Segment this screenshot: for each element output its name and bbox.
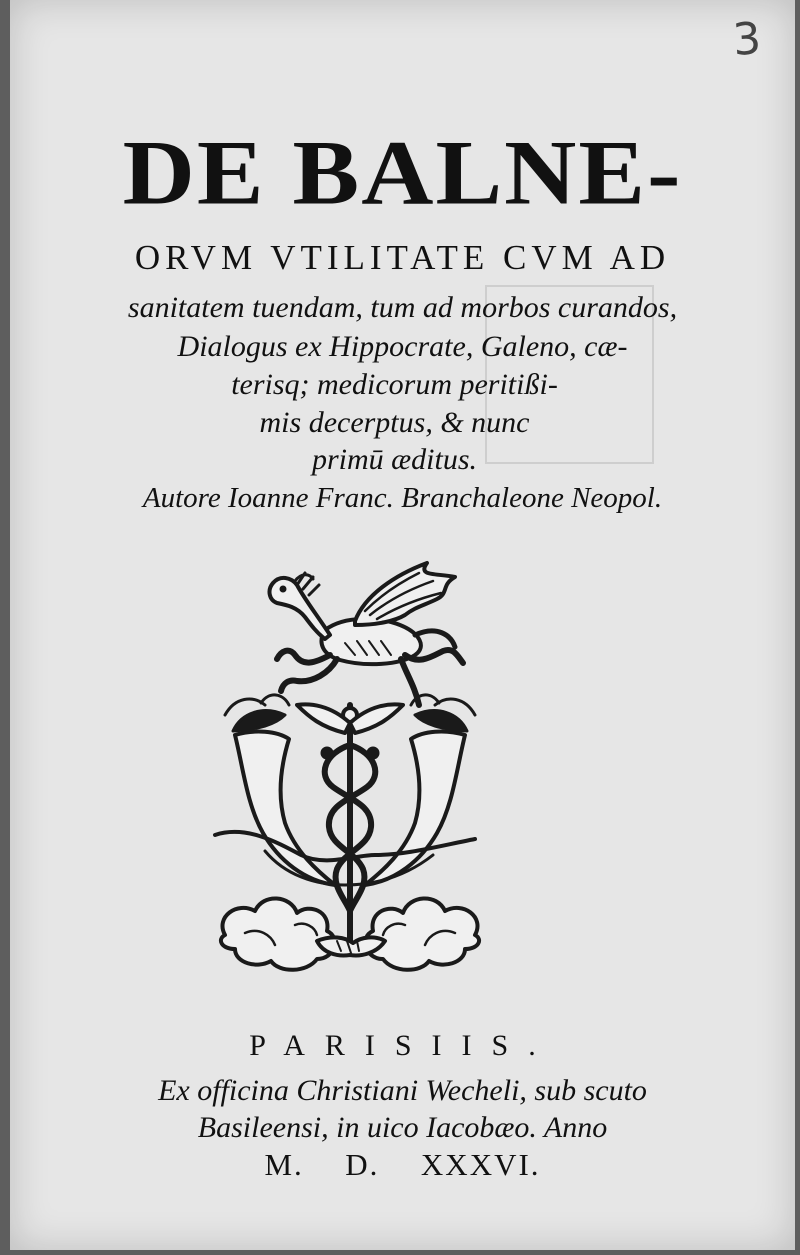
imprint-year-d: D.	[345, 1147, 380, 1182]
folio-number: 3	[731, 13, 763, 66]
imprint-year-rest: XXXVI.	[420, 1147, 541, 1182]
subtitle-line-4: mis decerptus, & nunc	[259, 406, 530, 439]
subtitle-line-1: sanitatem tuendam, tum ad morbos curandos,	[127, 291, 678, 324]
title-line-2: ORVM VTILITATE CVM AD	[134, 238, 671, 277]
author-line: Autore Ioanne Franc. Branchaleone Neopol.	[142, 482, 663, 514]
subtitle-line-5: primū æditus.	[311, 443, 478, 476]
title-page	[10, 0, 795, 1250]
imprint-line-2: Basileensi, in uico Iacobæo. Anno	[197, 1111, 608, 1144]
pegasus-caduceus-cornucopia-printers-device-icon	[205, 555, 495, 985]
imprint-year	[10, 1145, 795, 1185]
imprint-line-1: Ex officina Christiani Wecheli, sub scuto	[158, 1074, 647, 1107]
imprint-place: PARISIIS.	[249, 1029, 556, 1062]
subtitle-line-2: Dialogus ex Hippocrate, Galeno, cæ-	[177, 330, 628, 363]
title-line-1: DE BALNE-	[122, 121, 683, 224]
subtitle-line-3: terisq; medicorum peritißi-	[231, 368, 558, 401]
imprint-year-m: M.	[264, 1147, 304, 1182]
